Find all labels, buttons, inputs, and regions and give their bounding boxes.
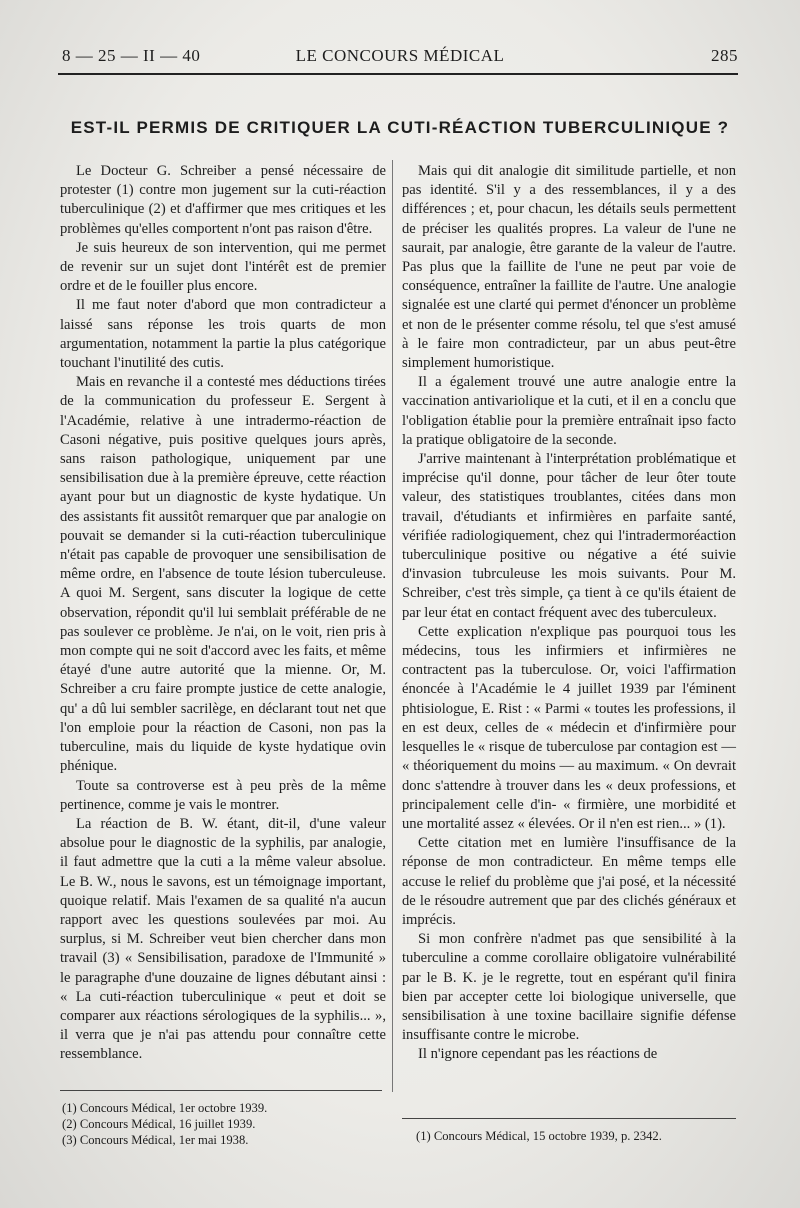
footnote-rule-left xyxy=(60,1090,382,1091)
journal-name: LE CONCOURS MÉDICAL xyxy=(295,46,505,65)
right-column xyxy=(402,162,736,1065)
issue-date: 8 — 25 — II — 40 xyxy=(62,46,201,65)
column-divider xyxy=(392,160,393,1092)
paragraph: Toute sa controverse est à peu près de la même pertinence, comme je vais le montrer. xyxy=(60,777,386,813)
footnote: (1) Concours Médical, 1er octobre 1939. xyxy=(62,1101,268,1115)
paragraph: Cette explication n'explique pas pourquoi tous les médecins, tous les infirmiers et infirmières ne contractent pas la tuberculose. Or, voici l'affirmation énoncée à l'Académie le 4 juillet 1939 par l'éminent phtisiologue, E. Rist : « Parmi « toutes les professions, il en est deux, celles de « médecin et d'infirmière pour lesquelles le « risque de tuberculose par contagion est — « théoriquement du moins — au maximum. « On devrait donc s'attendre à trouver dans les « deux professions, et principalement celle d'in- « firmière, une morbidité et une mortalité assez « élevées. Or il n'en est rien... » (1). xyxy=(402,623,736,832)
paragraph: Il n'ignore cependant pas les réactions de xyxy=(418,1046,658,1063)
footnotes-right xyxy=(416,1128,746,1144)
paragraph: J'arrive maintenant à l'interprétation problématique et imprécise qu'il donne, pour tâcher de leur ôter toute valeur, des statistiques troublantes, citées dans mon travail, d'étudiants et infirmières en parfaite santé, vérifiée radiologiquement, chez qui l'intradermoréaction tuberculinique positive ou négative a été suivie d'invasion tubrculeuse les mois suivants. Pour M. Schreiber, c'est très simple, ça tient à ce qu'ils étaient de par leur état en contact fréquent avec des tuberculeux. xyxy=(402,451,736,621)
paragraph: Cette citation met en lumière l'insuffisance de la réponse de mon contradicteur. En même temps elle accuse le relief du problème que j'ai posé, et la nécessité de le résoudre autrement que par des clichés généraux et imprécis. xyxy=(402,835,736,928)
footnotes-left xyxy=(62,1100,388,1148)
paragraph: Le Docteur G. Schreiber a pensé nécessaire de protester (1) contre mon jugement sur la cuti-réaction tuberculinique (2) et d'affirmer que mes critiques et les problèmes qu'elles comportent n'ont pas raison d'être. xyxy=(60,163,386,237)
footnote-rule-right xyxy=(402,1118,736,1119)
footnote: (3) Concours Médical, 1er mai 1938. xyxy=(62,1133,249,1147)
paragraph: Mais en revanche il a contesté mes déductions tirées de la communication du professeur E. Sergent à l'Académie, relative à une intradermo-réaction de Casoni négative, puis positive quelques jours après, sans raison pathologique, uniquement par une sensibilisation due à la première épreuve, cette réaction ayant pour but un diagnostic de kyste hydatique. Un des assistants fit aussitôt remarquer que par analogie on pouvait se demander si la cuti-réaction tuberculinique n'était pas capable de provoquer une sensibilisation de même ordre, en l'absence de toute lésion tuberculeuse. A quoi M. Sergent, sans discuter la logique de cette observation, répondit qu'il lui semblait préférable de ne pas soulever ce problème. Je n'ai, on le voit, rien pris à mon compte qui ne soit d'accord avec les faits, et même étayé d'une autre autorité que la mienne. Or, M. Schreiber a cru faire prompte justice de cette analogie, qu' a dû lui sembler sacrilège, en déclarant tout net que l'on emploie pour la réaction de Casoni, non pas la tuberculine, mais du liquide de kyste hydatique ovin phénique. xyxy=(60,374,386,775)
paragraph: Mais qui dit analogie dit similitude partielle, et non pas identité. S'il y a des ressemblances, il y a des différences ; et, pour chacun, les détails seuls permettent de préciser les qualités propres. La valeur de l'une ne saurait, par analogie, être garante de la valeur de l'autre. Pas plus que la faillite de l'une ne peut par voie de conséquence, entraîner la faillite de l'autre. Une analogie signalée est une clarté qui permet d'énoncer un problème et non de le présenter comme résolu, tel que s'est amusé à le faire mon contradicteur, par un abus peut-être simplement humoristique. xyxy=(402,163,736,372)
article-title: EST-IL PERMIS DE CRITIQUER LA CUTI-RÉACTION TUBERCULINIQUE ? xyxy=(70,118,730,137)
paragraph: La réaction de B. W. étant, dit-il, d'une valeur absolue pour le diagnostic de la syphilis, par analogie, il faut admettre que la cuti a la même valeur absolue. Le B. W., nous le savons, est un témoignage important, quoique relatif. Mais l'examen de sa qualité n'a aucun rapport avec les questions soulevées par moi. Au surplus, si M. Schreiber veut bien chercher dans mon travail (3) « Sensibilisation, paradoxe de l'Immunité » le paragraphe d'une douzaine de lignes débutant ainsi : « La cuti-réaction tuberculinique « peut et doit se comparer aux réactions sérologiques de la syphilis... », il verra que je n'ai pas attendu pour connaître cette ressemblance. xyxy=(60,815,386,1063)
running-header xyxy=(62,44,738,70)
footnote: (2) Concours Médical, 16 juillet 1939. xyxy=(62,1117,256,1131)
paragraph: Si mon confrère n'admet pas que sensibilité à la tuberculine a comme corollaire obligatoire vulnérabilité par le B. K. je le regrette, tout en espérant qu'il finira bien par accepter cette loi biologique universelle, que sensibilisation à une toxine bacillaire signifie défense insuffisante contre le microbe. xyxy=(402,931,736,1044)
page-number: 285 xyxy=(711,46,738,65)
paragraph: Il a également trouvé une autre analogie entre la vaccination antivariolique et la cuti, et il en a conclu que l'obligation établie pour la première entraînait ipso facto la pratique obligatoire de la seconde. xyxy=(402,374,736,448)
left-column xyxy=(60,162,386,1065)
paragraph: Il me faut noter d'abord que mon contradicteur a laissé sans réponse les trois quarts de mon argumentation, notamment la partie la plus catégorique touchant l'inutilité des cutis. xyxy=(60,297,386,372)
paragraph: Je suis heureux de son intervention, qui me permet de revenir sur un sujet dont l'intérêt est de premier ordre et de le fouiller plus encore. xyxy=(60,239,386,295)
header-rule xyxy=(58,73,738,75)
footnote: (1) Concours Médical, 15 octobre 1939, p. 2342. xyxy=(416,1129,662,1143)
